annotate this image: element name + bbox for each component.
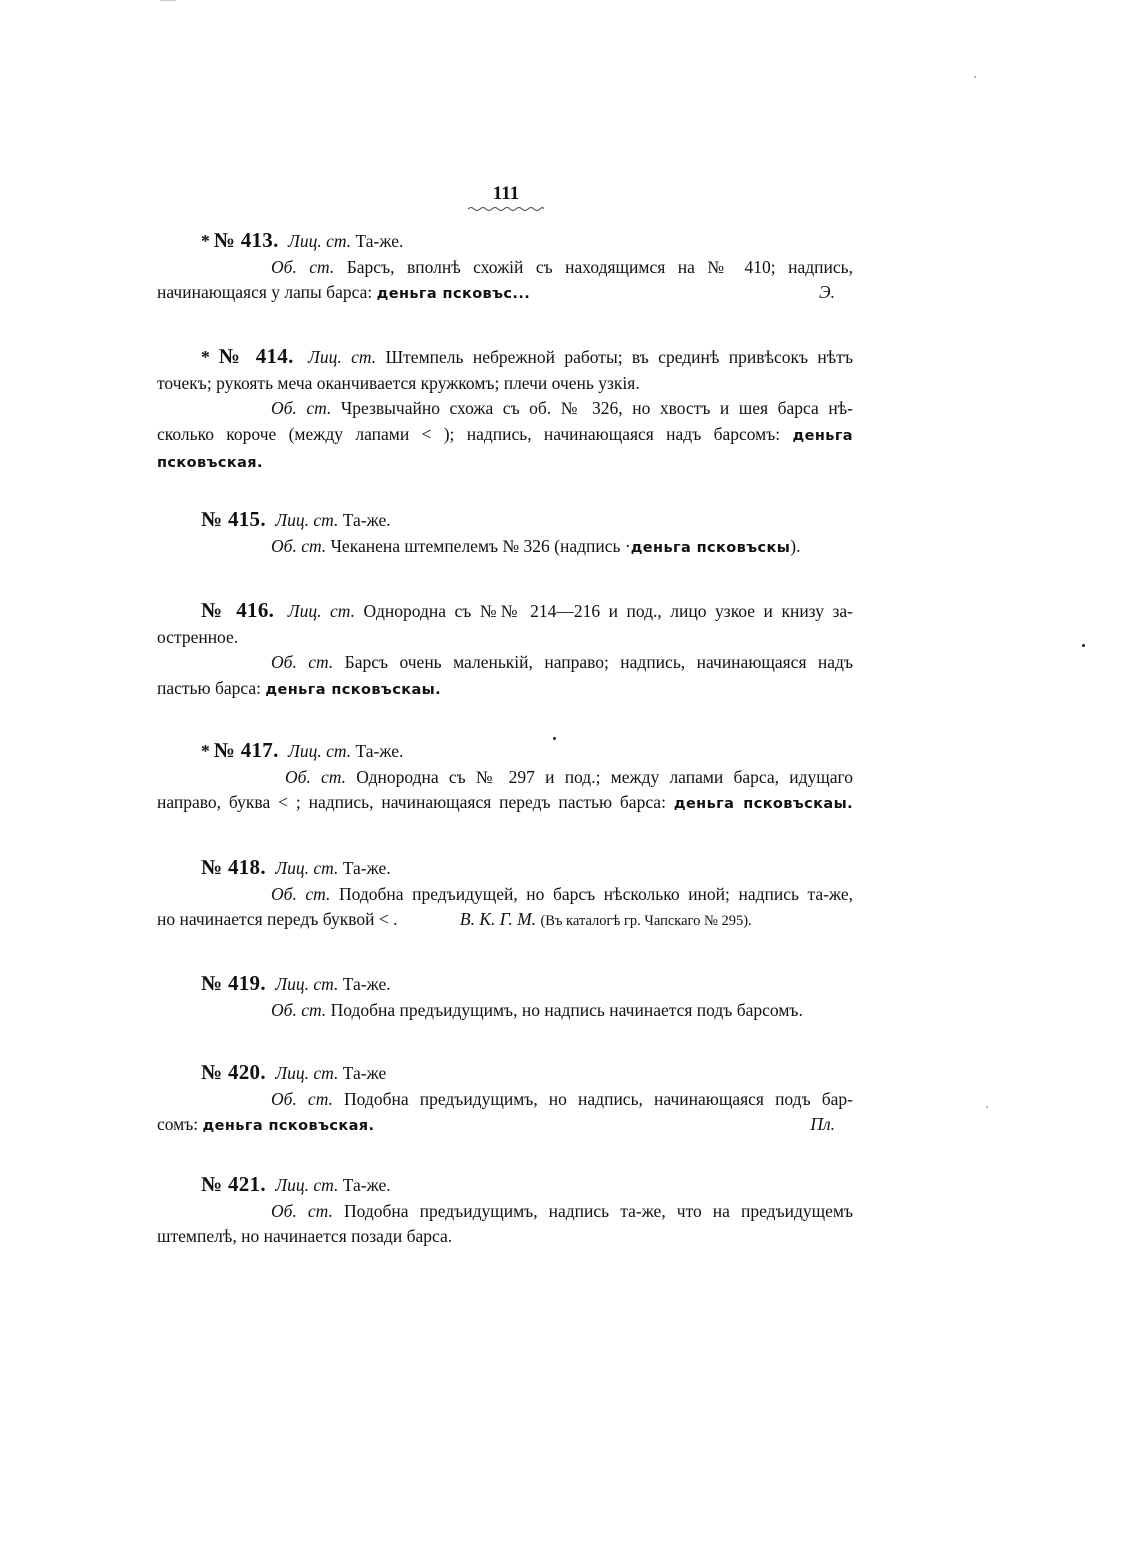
coin-legend: деньга псковъская.: [202, 1118, 375, 1134]
obverse-text: Та-же.: [342, 858, 391, 878]
obverse-line: [157, 228, 853, 255]
reverse-line: [157, 882, 853, 908]
reverse-text: Подобна предъидущей, но барсъ нѣсколько иной; надпись та-же,: [338, 883, 854, 904]
reverse-text: Подобна предъидущимъ, но надпись, начинающаяся подъ бар-: [344, 1088, 853, 1109]
obverse-line: [157, 1060, 853, 1087]
reverse-line: [157, 765, 853, 791]
obverse-line: [157, 507, 853, 534]
entry-number: № 418.: [201, 855, 266, 879]
reverse-line-cont: [157, 676, 853, 704]
coin-legend: псковъская.: [157, 455, 263, 471]
obverse-text: Штемпель небрежной работы; въ срединѣ привѣсокъ нѣтъ: [385, 347, 853, 367]
obverse-line: [157, 1172, 853, 1199]
catalog-entry-413: [157, 228, 853, 308]
obverse-text: Та-же.: [342, 974, 391, 994]
scan-mark: [160, 0, 176, 1]
obverse-text: Та-же.: [342, 510, 391, 530]
obverse-line-cont: остренное.: [157, 626, 239, 647]
reverse-label: Об. ст.: [271, 398, 332, 418]
reverse-label: Об. ст.: [271, 535, 327, 556]
obverse-label: Лиц. ст.: [275, 1063, 339, 1083]
obverse-line: [157, 598, 853, 625]
reverse-line-cont: [157, 449, 853, 477]
obverse-text: Та-же: [342, 1063, 387, 1083]
page-number-text: 111: [492, 183, 520, 204]
reverse-label: Об. ст.: [271, 883, 331, 904]
reverse-label: Об. ст.: [285, 766, 347, 787]
obverse-line-cont: точекъ; рукоять меча оканчивается кружкомъ; плечи очень узкія.: [157, 372, 640, 393]
reverse-line-cont: [157, 790, 853, 818]
reverse-text: пастью барса:: [157, 677, 262, 698]
reverse-label: Об. ст.: [271, 999, 327, 1020]
reverse-label: Об. ст.: [271, 1200, 333, 1221]
catalog-entry-419: [157, 971, 853, 1023]
reverse-text: Барсъ, вполнѣ схожій съ находящимся на № 410; надпись,: [346, 256, 854, 277]
entry-number: № 421.: [201, 1172, 266, 1196]
obverse-label: Лиц. ст.: [287, 601, 355, 621]
reverse-text: но начинается передъ буквой < .: [157, 909, 398, 929]
reverse-label: Об. ст.: [271, 1088, 333, 1109]
reverse-line: [157, 1087, 853, 1113]
reverse-text: Чрезвычайно схожа съ об. № 326, но хвостъ и шея барса нѣ-: [340, 398, 854, 418]
obverse-label: Лиц. ст.: [275, 974, 339, 994]
obverse-label: Лиц. ст.: [288, 231, 352, 251]
scan-speck: [974, 76, 976, 78]
star-mark: *: [201, 231, 210, 251]
entry-number: № 413.: [213, 228, 279, 252]
reverse-line: [157, 396, 853, 422]
star-mark: *: [201, 741, 210, 761]
obverse-label: Лиц. ст.: [308, 347, 377, 367]
obverse-text: Та-же.: [355, 741, 404, 761]
obverse-text: Однородна съ №№ 214—216 и под., лицо узкое и книзу за-: [363, 601, 854, 621]
obverse-line: [157, 738, 853, 765]
reverse-line: [157, 1199, 853, 1225]
reverse-line: [157, 650, 853, 676]
reverse-text: Подобна предъидущимъ, надпись та-же, что на предъидущемъ: [343, 1200, 854, 1221]
collection-source: Пл.: [810, 1114, 835, 1134]
wavy-rule-icon: [468, 206, 544, 212]
collection-source: В. К. Г. М.: [459, 909, 537, 929]
scan-speck: [986, 1106, 988, 1108]
reverse-line-cont: [157, 1112, 853, 1140]
obverse-line: [157, 344, 853, 371]
reverse-text: Чеканена штемпелемъ № 326 (надпись ·: [330, 535, 631, 556]
entry-number: № 420.: [201, 1060, 266, 1084]
obverse-label: Лиц. ст.: [288, 741, 352, 761]
collection-source: Э.: [819, 282, 835, 302]
obverse-text: Та-же.: [342, 1175, 391, 1195]
entry-number: № 414.: [213, 344, 294, 368]
catalog-entry-414: [157, 344, 853, 477]
entry-number: № 415.: [201, 507, 266, 531]
reverse-line-cont: [157, 907, 853, 935]
reverse-text: начинающаяся у лапы барса:: [157, 282, 373, 302]
catalog-entry-415: [157, 507, 853, 561]
entry-number: № 417.: [213, 738, 279, 762]
coin-legend: деньга: [792, 427, 853, 444]
source-note: (Въ каталогѣ гр. Чапскаго № 295).: [540, 913, 752, 929]
obverse-label: Лиц. ст.: [275, 858, 339, 878]
reverse-line: [157, 255, 853, 281]
obverse-line: [157, 855, 853, 882]
coin-legend: деньга псковъскаы.: [265, 681, 442, 698]
reverse-label: Об. ст.: [271, 652, 334, 672]
reverse-text: сколько короче (между лапами < ); надпись, начинающаяся надъ барсомъ:: [157, 423, 781, 444]
catalog-entry-420: [157, 1060, 853, 1140]
page-number: [466, 184, 546, 212]
reverse-line: [157, 534, 853, 562]
reverse-text: сомъ:: [157, 1114, 199, 1134]
reverse-text: Барсъ очень маленькій, направо; надпись, начинающаяся надъ: [344, 652, 854, 672]
scan-speck: [1082, 644, 1085, 647]
reverse-text: направо, буква < ; надпись, начинающаяся передъ пастью барса:: [157, 792, 666, 812]
coin-legend: деньга псковъс...: [376, 286, 531, 302]
obverse-text: Та-же.: [355, 231, 404, 251]
star-mark: *: [201, 347, 210, 367]
reverse-text: Однородна съ № 297 и под.; между лапами барса, идущаго: [356, 766, 853, 787]
reverse-text: ).: [790, 535, 801, 556]
coin-legend: деньга псковъскы: [630, 539, 791, 556]
catalog-entry-416: [157, 598, 853, 703]
catalog-entry-417: [157, 738, 853, 818]
entry-number: № 419.: [201, 971, 266, 995]
entry-number: № 416.: [201, 598, 275, 622]
obverse-label: Лиц. ст.: [275, 510, 339, 530]
reverse-line-cont: [157, 280, 853, 308]
obverse-label: Лиц. ст.: [275, 1175, 339, 1195]
reverse-line-cont: [157, 422, 853, 450]
reverse-line: [157, 998, 853, 1024]
catalog-entry-418: [157, 855, 853, 935]
reverse-label: Об. ст.: [271, 256, 335, 277]
scan-speck: [553, 737, 556, 740]
reverse-text: Подобна предъидущимъ, но надпись начинается подъ барсомъ.: [330, 999, 803, 1020]
catalog-entry-421: [157, 1172, 853, 1250]
coin-legend: деньга псковъскаы.: [673, 796, 854, 812]
obverse-line: [157, 971, 853, 998]
reverse-line-cont: штемпелѣ, но начинается позади барса.: [157, 1226, 453, 1246]
